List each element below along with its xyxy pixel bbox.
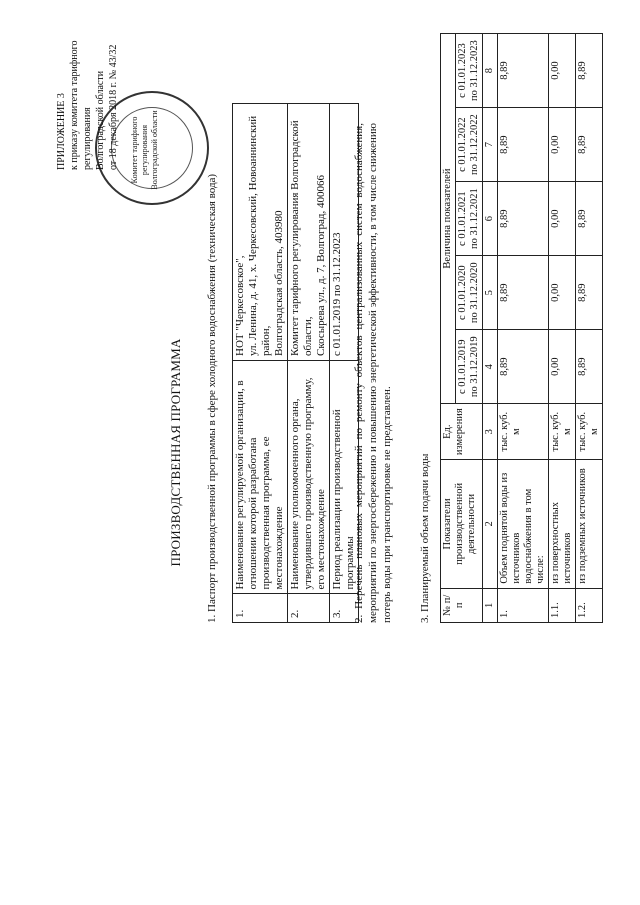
table-header-row [441, 34, 456, 623]
col-number-header: № п/п [441, 588, 483, 622]
row-value: 8,89 [576, 182, 603, 256]
section1-heading: 1. Паспорт производственной программы в сфере холодного водоснабжения (техническая вода) [206, 173, 218, 623]
row-value: 8,89 [498, 182, 549, 256]
row-label: Наименование регулируемой организации, в отношении которой разработана производственная программа, ее местонахождение [233, 361, 288, 594]
row-value: 0,00 [549, 34, 576, 108]
section2-text: 2. Перечень плановых мероприятий по ремонту объектов централизованных систем водоснабжения, мероприятий по энергосбережению и повышению энергетической эффективности, в том числе снижению потерь воды при транспортировке не представлен. [353, 123, 393, 623]
row-value: 0,00 [549, 330, 576, 404]
appendix-line: Волгоградской области [95, 70, 106, 170]
row-unit: тыс. куб. м [549, 404, 576, 460]
stamp-text: Комитет тарифного регулирования Волгоградской области [130, 110, 159, 190]
row-value: 0,00 [549, 182, 576, 256]
document-title: ПРОИЗВОДСТВЕННАЯ ПРОГРАММА [168, 338, 183, 567]
row-indicator: из подземных источников [576, 460, 603, 589]
col-values-header: Величина показателей [441, 34, 456, 404]
row-unit: тыс. куб. м [576, 404, 603, 460]
row-unit: тыс. куб. м [498, 404, 549, 460]
section3-heading: 3. Планируемый объем подачи воды [419, 453, 431, 623]
row-indicator: из поверхностных источников [549, 460, 576, 589]
row-value: 8,89 [576, 256, 603, 330]
period-header: с 01.01.2022 по 31.12.2022 [456, 108, 483, 182]
appendix-line: от 18 декабря 2018 г. № 43/32 [108, 44, 119, 170]
column-number: 7 [483, 108, 498, 182]
column-number: 4 [483, 330, 498, 404]
value-line: НОТ "Черкесовское", [234, 255, 246, 356]
value-line: Скосырева ул., д. 7, Волгоград, 400066 [315, 175, 327, 356]
row-value: 8,89 [576, 34, 603, 108]
row-label: Наименование уполномоченного органа, утвердившего производственную программу, его местонахождение [288, 361, 330, 594]
value-line: Комитет тарифного регулирования Волгоградской области, [289, 120, 314, 356]
column-number: 5 [483, 256, 498, 330]
row-value: 8,89 [576, 108, 603, 182]
row-value [288, 104, 330, 361]
row-value: 8,89 [576, 330, 603, 404]
appendix-block [55, 0, 120, 170]
row-value: 8,89 [498, 108, 549, 182]
row-number: 1. [233, 594, 288, 623]
value-line: ул. Ленина, д. 41, х. Черкесовский, Новоаннинский район, [247, 115, 272, 356]
col-indicator-header: Показатели производственной деятельности [441, 460, 483, 589]
table-row [233, 104, 288, 623]
column-number: 6 [483, 182, 498, 256]
row-value: 8,89 [498, 256, 549, 330]
row-label: Период реализации производственной программы [330, 361, 359, 594]
row-value: 0,00 [549, 108, 576, 182]
period-header: с 01.01.2020 по 31.12.2020 [456, 256, 483, 330]
row-number: 1. [498, 588, 549, 622]
passport-table [232, 103, 359, 623]
column-number-row [483, 34, 498, 623]
value-line: с 01.01.2019 по 31.12.2023 [331, 232, 343, 356]
volume-table [440, 33, 603, 623]
row-value: 0,00 [549, 256, 576, 330]
col-unit-header: Ед. измерения [441, 404, 483, 460]
period-header: с 01.01.2023 по 31.12.2023 [456, 34, 483, 108]
row-number: 2. [288, 594, 330, 623]
row-number: 3. [330, 594, 359, 623]
appendix-label: ПРИЛОЖЕНИЕ 3 [56, 93, 67, 170]
row-number: 1.2. [576, 588, 603, 622]
row-value: 8,89 [498, 330, 549, 404]
table-row [549, 34, 576, 623]
row-number: 1.1. [549, 588, 576, 622]
column-number: 8 [483, 34, 498, 108]
period-header: с 01.01.2021 по 31.12.2021 [456, 182, 483, 256]
row-indicator: Объем поднятой воды из источников водоснабжения в том числе: [498, 460, 549, 589]
row-value [233, 104, 288, 361]
table-row [288, 104, 330, 623]
period-header: с 01.01.2019 по 31.12.2019 [456, 330, 483, 404]
row-value: 8,89 [498, 34, 549, 108]
table-row [498, 34, 549, 623]
value-line: Волгоградская область, 403980 [273, 210, 285, 356]
appendix-line: к приказу комитета тарифного регулирования [69, 40, 93, 170]
table-row [576, 34, 603, 623]
column-number: 2 [483, 460, 498, 589]
column-number: 3 [483, 404, 498, 460]
column-number: 1 [483, 588, 498, 622]
